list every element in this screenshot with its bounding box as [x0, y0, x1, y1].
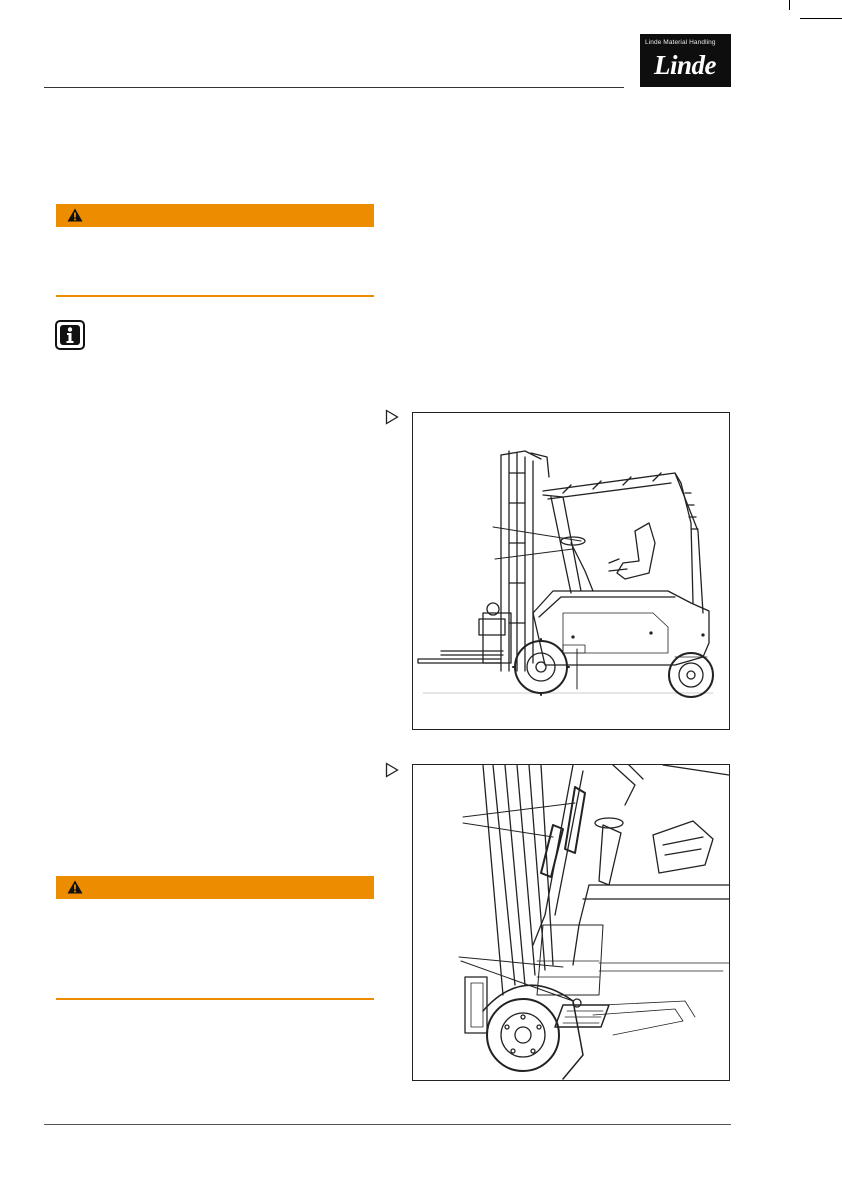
warning-triangle-icon [67, 880, 83, 894]
triangle-right-icon [385, 409, 399, 425]
warning-bar [56, 204, 374, 227]
forklift-side-view-drawing [413, 413, 729, 729]
crop-mark-vertical [789, 0, 790, 10]
warning-triangle-icon [67, 208, 83, 222]
forklift-side-view-figure [412, 412, 730, 730]
logo-tagline: Linde Material Handling [645, 39, 716, 46]
linde-logo [640, 34, 731, 87]
warning-end-rule [56, 295, 374, 297]
footer-rule [44, 1124, 731, 1125]
triangle-right-icon [385, 762, 399, 778]
crop-mark-horizontal [800, 18, 842, 19]
warning-bar [56, 876, 374, 899]
logo-brand: Linde [654, 50, 716, 80]
warning-end-rule [56, 998, 374, 1000]
grab-handle-step-figure [412, 764, 730, 1081]
header-rule [44, 87, 624, 88]
info-icon [55, 320, 85, 350]
grab-handle-step-drawing [413, 765, 729, 1080]
